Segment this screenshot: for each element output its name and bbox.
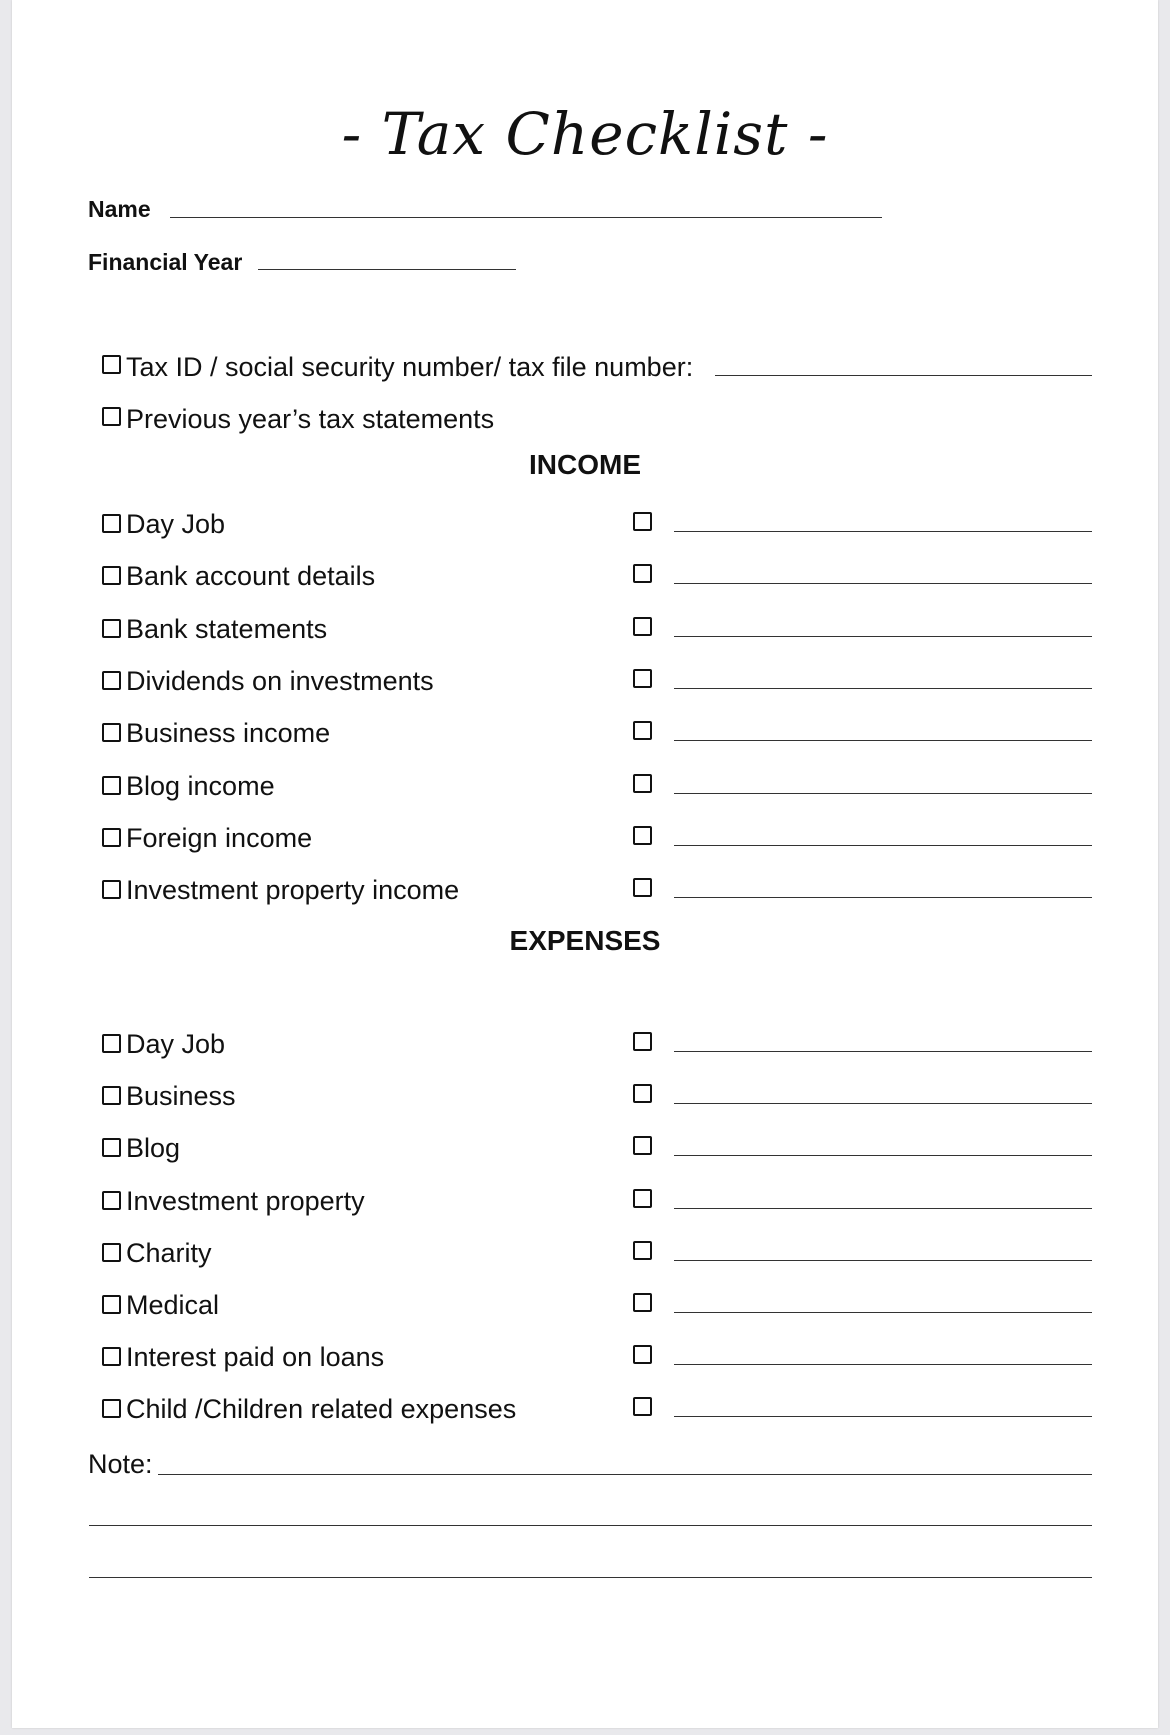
item-label: Bank account details (126, 561, 376, 591)
item-label: Day Job (126, 1029, 226, 1059)
list-item (88, 1340, 1098, 1374)
checkbox[interactable] (633, 1084, 652, 1103)
checkbox[interactable] (633, 1189, 652, 1208)
checkbox[interactable] (102, 566, 121, 585)
expenses-heading: EXPENSES (509, 925, 661, 956)
tax-id-input-line[interactable] (715, 375, 1092, 376)
item-label: Foreign income (126, 823, 313, 853)
list-item (88, 664, 1098, 698)
checkbox[interactable] (102, 880, 121, 899)
list-item (88, 612, 1098, 646)
list-item (88, 716, 1098, 750)
checkbox[interactable] (102, 1399, 121, 1418)
list-item (88, 873, 1098, 907)
item-label: Investment property income (126, 875, 460, 905)
list-item (88, 559, 1098, 593)
amount-input-line[interactable] (674, 845, 1092, 846)
name-input-line[interactable] (170, 217, 882, 218)
list-item (88, 769, 1098, 803)
amount-input-line[interactable] (674, 1416, 1092, 1417)
checklist-page (12, 0, 1158, 1728)
amount-input-line[interactable] (674, 1208, 1092, 1209)
checkbox[interactable] (633, 774, 652, 793)
checkbox[interactable] (102, 828, 121, 847)
item-label: Blog (126, 1133, 181, 1163)
financial-year-label: Financial Year (88, 249, 243, 275)
list-item (88, 821, 1098, 855)
checkbox[interactable] (102, 1086, 121, 1105)
checkbox[interactable] (633, 1397, 652, 1416)
checkbox[interactable] (102, 1034, 121, 1053)
checkbox[interactable] (633, 564, 652, 583)
list-item-previous-statements (88, 402, 688, 436)
list-item (88, 1131, 1098, 1165)
income-heading: INCOME (529, 449, 641, 480)
checkbox[interactable] (102, 671, 121, 690)
amount-input-line[interactable] (674, 1051, 1092, 1052)
amount-input-line[interactable] (674, 636, 1092, 637)
checkbox[interactable] (102, 1347, 121, 1366)
item-label: Charity (126, 1238, 212, 1268)
checkbox[interactable] (102, 619, 121, 638)
checkbox[interactable] (633, 617, 652, 636)
amount-input-line[interactable] (674, 1155, 1092, 1156)
amount-input-line[interactable] (674, 897, 1092, 898)
checkbox[interactable] (633, 826, 652, 845)
item-label: Business income (126, 718, 331, 748)
checkbox[interactable] (102, 776, 121, 795)
amount-input-line[interactable] (674, 531, 1092, 532)
checkbox[interactable] (633, 878, 652, 897)
list-item (88, 1079, 1098, 1113)
page-title: - Tax Checklist - (341, 100, 829, 168)
item-label: Tax ID / social security number/ tax file number: (126, 352, 694, 382)
note-line[interactable] (89, 1525, 1092, 1526)
list-item (88, 1392, 1098, 1426)
list-item (88, 1236, 1098, 1270)
list-item-tax-id (88, 350, 1088, 384)
checkbox[interactable] (102, 1191, 121, 1210)
item-label: Bank statements (126, 614, 328, 644)
checkbox[interactable] (633, 1241, 652, 1260)
checkbox[interactable] (102, 407, 121, 426)
amount-input-line[interactable] (674, 1364, 1092, 1365)
item-label: Dividends on investments (126, 666, 434, 696)
checkbox[interactable] (633, 721, 652, 740)
checkbox[interactable] (633, 669, 652, 688)
checkbox[interactable] (102, 355, 121, 374)
name-label: Name (88, 196, 151, 222)
item-label: Blog income (126, 771, 275, 801)
item-label: Medical (126, 1290, 220, 1320)
financial-year-input-line[interactable] (258, 269, 516, 270)
item-label: Day Job (126, 509, 226, 539)
amount-input-line[interactable] (674, 740, 1092, 741)
checkbox[interactable] (102, 723, 121, 742)
item-label: Investment property (126, 1186, 365, 1216)
list-item (88, 1288, 1098, 1322)
note-line[interactable] (158, 1474, 1092, 1475)
item-label: Child /Children related expenses (126, 1394, 517, 1424)
list-item (88, 507, 1098, 541)
checkbox[interactable] (102, 1295, 121, 1314)
item-label: Interest paid on loans (126, 1342, 385, 1372)
checkbox[interactable] (102, 1243, 121, 1262)
item-label: Previous year’s tax statements (126, 404, 495, 434)
amount-input-line[interactable] (674, 793, 1092, 794)
checkbox[interactable] (633, 1032, 652, 1051)
checkbox[interactable] (102, 1138, 121, 1157)
checkbox[interactable] (633, 1345, 652, 1364)
amount-input-line[interactable] (674, 1260, 1092, 1261)
item-label: Business (126, 1081, 236, 1111)
checkbox[interactable] (633, 1136, 652, 1155)
amount-input-line[interactable] (674, 688, 1092, 689)
note-line[interactable] (89, 1577, 1092, 1578)
amount-input-line[interactable] (674, 583, 1092, 584)
checkbox[interactable] (102, 514, 121, 533)
checkbox[interactable] (633, 512, 652, 531)
amount-input-line[interactable] (674, 1312, 1092, 1313)
list-item (88, 1027, 1098, 1061)
note-label: Note: (88, 1449, 153, 1479)
list-item (88, 1184, 1098, 1218)
checkbox[interactable] (633, 1293, 652, 1312)
amount-input-line[interactable] (674, 1103, 1092, 1104)
